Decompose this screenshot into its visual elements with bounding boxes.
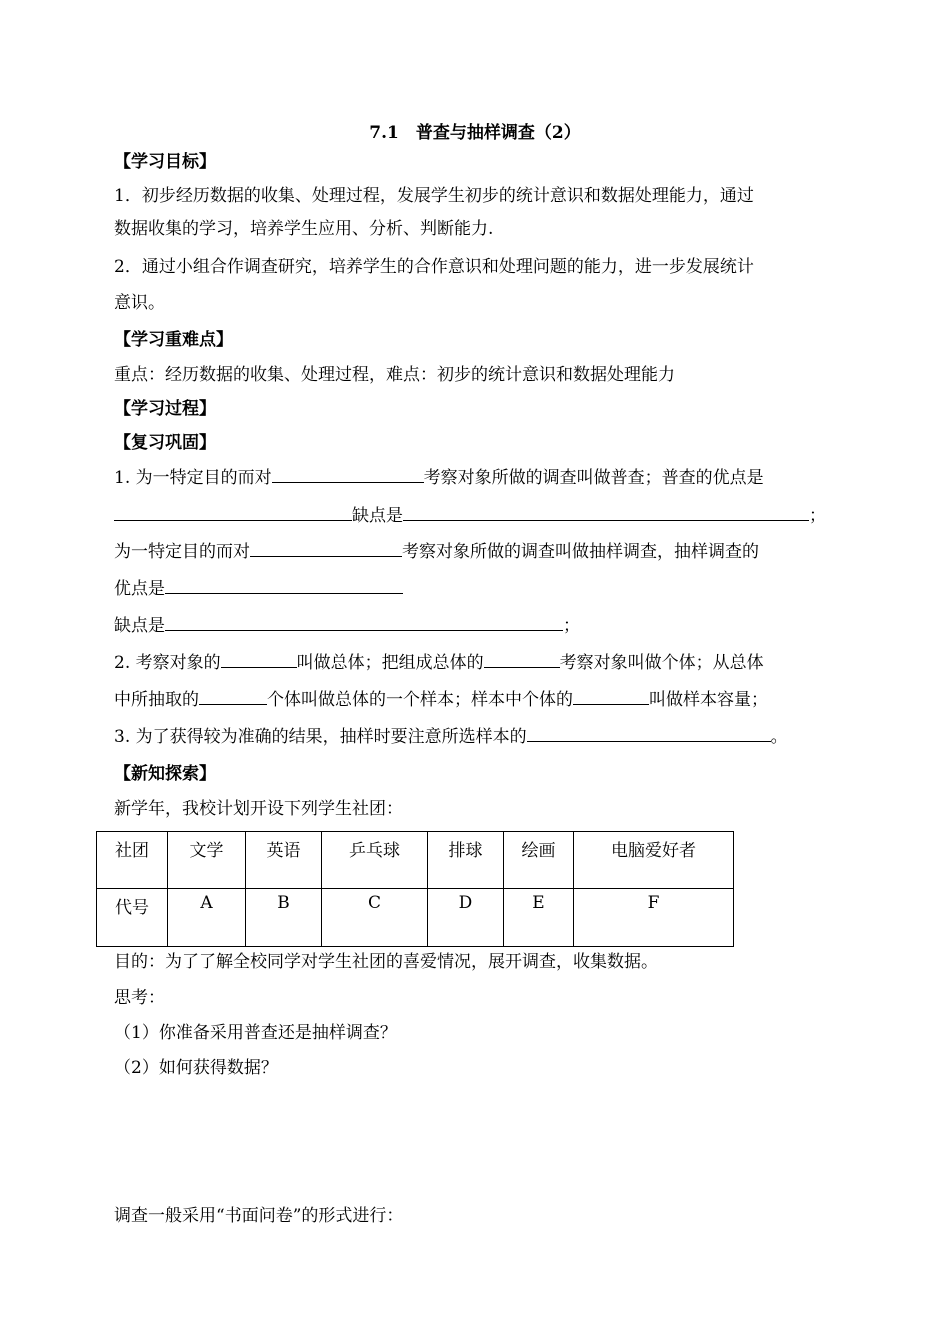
goal-2-line-2: 意识。 <box>114 293 165 313</box>
q1-text-f: 考察对象所做的调查叫做抽样调查，抽样调查的 <box>402 542 759 562</box>
purpose-text: 目的：为了了解全校同学对学生社团的喜爱情况，展开调查，收集数据。 <box>114 952 658 972</box>
q2-text-f: 叫做样本容量； <box>649 690 768 710</box>
review-heading: 【复习巩固】 <box>114 433 216 453</box>
goal-1-line-2: 数据收集的学习，培养学生应用、分析、判断能力. <box>114 219 494 239</box>
table-cell: F <box>574 889 734 947</box>
question-3-line-1 <box>114 726 788 748</box>
q1-text-e: 为一特定目的而对 <box>114 542 250 562</box>
q2-blank-1[interactable] <box>221 652 297 668</box>
q1-text-a: 1. 为一特定目的而对 <box>114 468 272 488</box>
table-row-codes <box>97 889 734 947</box>
table-cell: 排球 <box>428 832 504 889</box>
page-title: 7.1 普查与抽样调查（2） <box>369 123 581 143</box>
q2-text-c: 考察对象叫做个体；从总体 <box>559 653 764 673</box>
goal-1-line-1: 1．初步经历数据的收集、处理过程，发展学生初步的统计意识和数据处理能力，通过 <box>114 186 754 206</box>
think-label: 思考： <box>114 988 165 1008</box>
q1-blank-5[interactable] <box>165 578 403 594</box>
table-cell: 绘画 <box>504 832 574 889</box>
q1-blank-6[interactable] <box>165 615 563 631</box>
key-points-heading: 【学习重难点】 <box>114 330 233 350</box>
q1-blank-1[interactable] <box>272 467 424 483</box>
survey-note: 调查一般采用“书面问卷”的形式进行： <box>114 1206 404 1226</box>
q2-blank-4[interactable] <box>573 689 649 705</box>
q2-text-a: 2. 考察对象的 <box>114 653 221 673</box>
think-question-1: （1）你准备采用普查还是抽样调查？ <box>114 1023 397 1043</box>
question-1-line-3 <box>114 541 759 563</box>
question-2-line-2 <box>114 689 768 711</box>
q2-blank-2[interactable] <box>484 652 560 668</box>
question-1-line-5 <box>114 615 580 637</box>
table-cell: A <box>168 889 246 947</box>
q3-text-a: 3. 为了获得较为准确的结果，抽样时要注意所选样本的 <box>114 727 527 747</box>
table-cell: E <box>504 889 574 947</box>
q1-text-d: ； <box>809 506 826 526</box>
q2-text-d: 中所抽取的 <box>114 690 199 710</box>
question-1-line-2 <box>114 505 826 527</box>
table-cell: 代号 <box>97 889 168 947</box>
q2-text-e: 个体叫做总体的一个样本；样本中个体的 <box>267 690 573 710</box>
q3-text-b: 。 <box>770 727 788 747</box>
table-row-clubs <box>97 832 734 889</box>
q3-blank-1[interactable] <box>527 726 771 742</box>
table-cell: 社团 <box>97 832 168 889</box>
q1-blank-2[interactable] <box>114 505 352 521</box>
q1-text-i: ； <box>563 616 580 636</box>
table-cell: 文学 <box>168 832 246 889</box>
question-1-line-1 <box>114 467 764 489</box>
process-heading: 【学习过程】 <box>114 399 216 419</box>
think-question-2: （2）如何获得数据？ <box>114 1058 278 1078</box>
explore-intro: 新学年，我校计划开设下列学生社团： <box>114 799 403 819</box>
q1-blank-3[interactable] <box>403 505 809 521</box>
goals-heading: 【学习目标】 <box>114 152 216 172</box>
table-cell: B <box>246 889 322 947</box>
goal-2-line-1: 2．通过小组合作调查研究，培养学生的合作意识和处理问题的能力，进一步发展统计 <box>114 257 754 277</box>
table-cell: C <box>322 889 428 947</box>
question-2-line-1 <box>114 652 764 674</box>
table-cell: 乒乓球 <box>322 832 428 889</box>
clubs-table <box>96 831 734 947</box>
explore-heading: 【新知探索】 <box>114 764 216 784</box>
q2-blank-3[interactable] <box>199 689 267 705</box>
q1-text-g: 优点是 <box>114 579 165 599</box>
table-cell: 英语 <box>246 832 322 889</box>
key-points-text: 重点：经历数据的收集、处理过程，难点：初步的统计意识和数据处理能力 <box>114 365 675 385</box>
q2-text-b: 叫做总体；把组成总体的 <box>296 653 484 673</box>
q1-text-c: 缺点是 <box>352 506 403 526</box>
table-cell: 电脑爱好者 <box>574 832 734 889</box>
question-1-line-4 <box>114 578 403 600</box>
table-cell: D <box>428 889 504 947</box>
q1-text-b: 考察对象所做的调查叫做普查；普查的优点是 <box>423 468 764 488</box>
q1-text-h: 缺点是 <box>114 616 165 636</box>
q1-blank-4[interactable] <box>250 541 402 557</box>
